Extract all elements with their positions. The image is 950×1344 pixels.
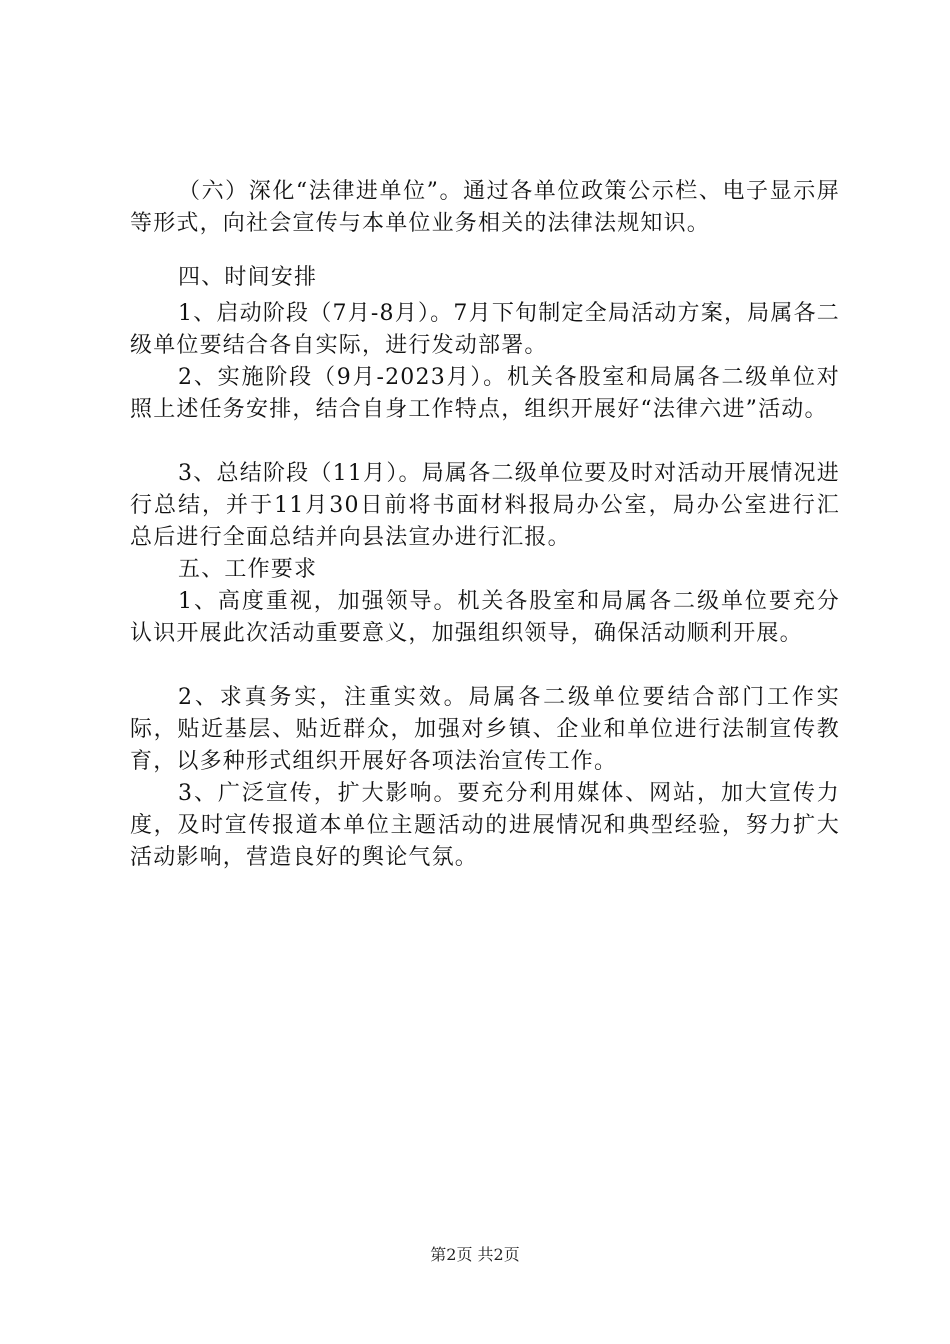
paragraph-launch-stage: 1、启动阶段（7月-8月）。7月下旬制定全局活动方案，局属各二级单位要结合各自实际，进行发动部署。 <box>130 301 840 358</box>
section-heading-schedule: 四、时间安排 <box>178 265 318 290</box>
paragraph-summary-stage: 3、总结阶段（11月）。局属各二级单位要及时对活动开展情况进行总结，并于11月30日前将书面材料报局办公室，局办公室进行汇总后进行全面总结并向县法宣办进行汇报。 <box>130 461 840 550</box>
paragraph-requirement-publicity: 3、广泛宣传，扩大影响。要充分利用媒体、网站，加大宣传力度，及时宣传报道本单位主题活动的进展情况和典型经验，努力扩大活动影响，营造良好的舆论气氛。 <box>130 781 840 870</box>
page-footer: 第2页 共2页 <box>430 1245 520 1264</box>
paragraph-requirement-effectiveness: 2、求真务实，注重实效。局属各二级单位要结合部门工作实际，贴近基层、贴近群众，加强对乡镇、企业和单位进行法制宣传教育，以多种形式组织开展好各项法治宣传工作。 <box>130 685 840 774</box>
paragraph-implementation-stage: 2、实施阶段（9月-2023月）。机关各股室和局属各二级单位对照上述任务安排，结合自身工作特点，组织开展好“法律六进”活动。 <box>130 365 840 422</box>
paragraph-requirement-leadership: 1、高度重视，加强领导。机关各股室和局属各二级单位要充分认识开展此次活动重要意义，加强组织领导，确保活动顺利开展。 <box>130 589 840 646</box>
paragraph-deepen-law-into-units: （六）深化“法律进单位”。通过各单位政策公示栏、电子显示屏等形式，向社会宣传与本单位业务相关的法律法规知识。 <box>130 179 840 236</box>
section-heading-requirements: 五、工作要求 <box>178 557 318 582</box>
